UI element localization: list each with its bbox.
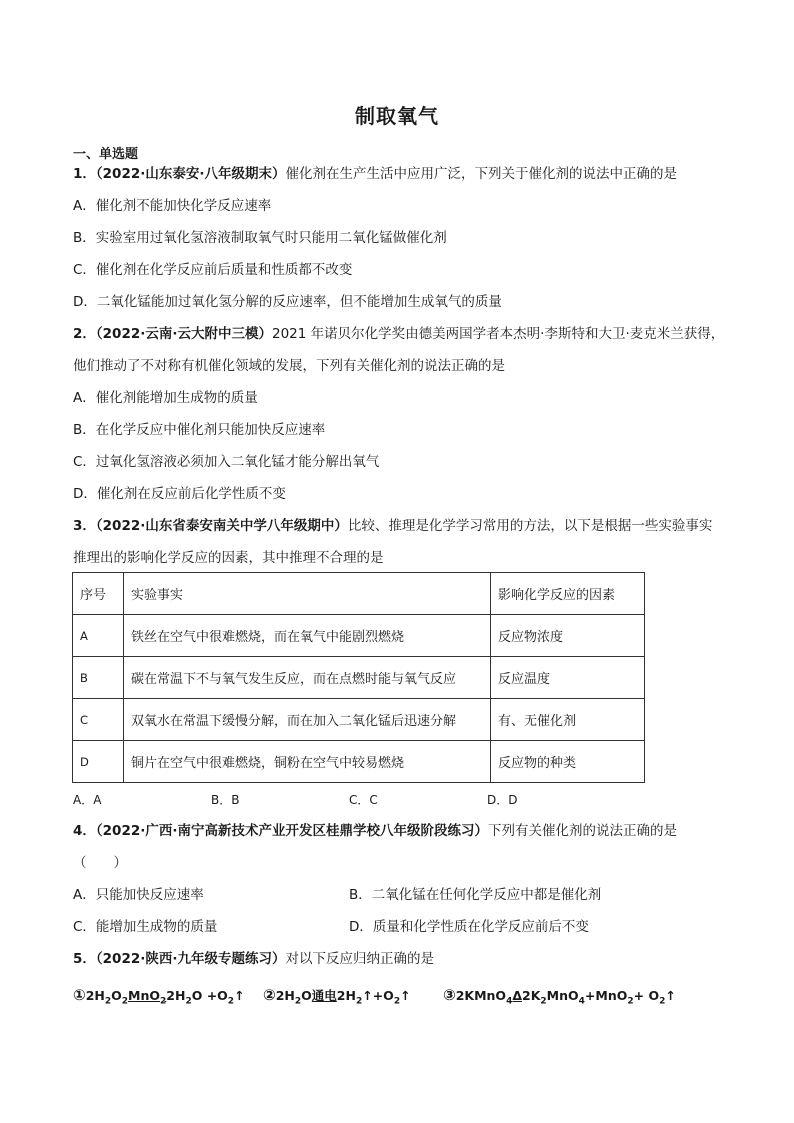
table-cell: D xyxy=(73,741,124,783)
question-2-option-c[interactable]: C．过氧化氢溶液必须加入二氧化锰才能分解出氧气 xyxy=(73,454,380,470)
equation-1: $①2H_2O_2MnO_22H_2O$ $+O_2↑$ xyxy=(73,986,245,1007)
question-source: （2022·广西·南宁高新技术产业开发区桂鼎学校八年级阶段练习） xyxy=(95,823,488,839)
question-4-stem: 4．（2022·广西·南宁高新技术产业开发区桂鼎学校八年级阶段练习）下列有关催化剂的说法正确的是 xyxy=(73,823,677,839)
question-1-option-b[interactable]: B．实验室用过氧化氢溶液制取氧气时只能用二氧化锰做催化剂 xyxy=(73,230,447,246)
question-2-option-a[interactable]: A．催化剂能增加生成物的质量 xyxy=(73,390,258,406)
question-3-stem-cont: 推理出的影响化学反应的因素，其中推理不合理的是 xyxy=(73,550,384,566)
table-cell: 反应物的种类 xyxy=(491,741,645,783)
question-4-option-d[interactable]: D．质量和化学性质在化学反应前后不变 xyxy=(349,919,589,935)
question-2-option-d[interactable]: D．催化剂在反应前后化学性质不变 xyxy=(73,486,286,502)
question-source: （2022·云南·云大附中三模） xyxy=(95,326,272,342)
table-cell: C xyxy=(73,699,124,741)
page-title: 制取氧气 xyxy=(355,104,439,128)
table-cell: 反应温度 xyxy=(491,657,645,699)
table-cell: B xyxy=(73,657,124,699)
table-header-cell: 实验事实 xyxy=(124,573,491,615)
question-2-option-b[interactable]: B．在化学反应中催化剂只能加快反应速率 xyxy=(73,422,326,438)
table-row xyxy=(73,741,645,783)
reaction-condition: Δ xyxy=(512,988,523,1003)
table-row xyxy=(73,699,645,741)
equation-2: $②2H_2O$通电$2H_2↑+O_2↑$ xyxy=(263,986,411,1007)
table-header-cell: 影响化学反应的因素 xyxy=(491,573,645,615)
question-3-stem: 3．（2022·山东省泰安南关中学八年级期中）比较、推理是化学学习常用的方法，以下是根据一些实验事实 xyxy=(73,518,713,534)
reaction-condition: MnO$_2$ xyxy=(128,988,167,1007)
question-3-option-c[interactable]: C．C xyxy=(349,793,378,807)
table-header-row xyxy=(73,573,645,615)
question-1-option-c[interactable]: C．催化剂在化学反应前后质量和性质都不改变 xyxy=(73,262,353,278)
equation-3: $③2KMnO_4\Delta 2K_2MnO_4+MnO_2+$ $O_2↑$ xyxy=(443,986,676,1007)
table-cell: A xyxy=(73,615,124,657)
table-header-cell: 序号 xyxy=(73,573,124,615)
question-3-option-d[interactable]: D．D xyxy=(487,793,518,807)
experiment-table xyxy=(72,572,645,783)
question-3-option-b[interactable]: B．B xyxy=(211,793,240,807)
question-1-stem: 1．（2022·山东泰安·八年级期末）催化剂在生产生活中应用广泛，下列关于催化剂的说法中正确的是 xyxy=(73,166,677,182)
question-1-option-a[interactable]: A．催化剂不能加快化学反应速率 xyxy=(73,198,272,214)
question-3-option-a[interactable]: A．A xyxy=(73,793,102,807)
question-source: （2022·山东省泰安南关中学八年级期中） xyxy=(95,518,348,534)
table-cell: 铁丝在空气中很难燃烧，而在氧气中能剧烈燃烧 xyxy=(124,615,491,657)
table-cell: 碳在常温下不与氧气发生反应，而在点燃时能与氧气反应 xyxy=(124,657,491,699)
reaction-condition: 通电 xyxy=(311,988,337,1003)
table-row xyxy=(73,657,645,699)
table-cell: 双氧水在常温下缓慢分解，而在加入二氧化锰后迅速分解 xyxy=(124,699,491,741)
question-2-stem-cont: 他们推动了不对称有机催化领域的发展，下列有关催化剂的说法正确的是 xyxy=(73,358,505,374)
question-5-stem: 5．（2022·陕西·九年级专题练习）对以下反应归纳正确的是 xyxy=(73,951,434,967)
table-cell: 有、无催化剂 xyxy=(491,699,645,741)
question-4-option-b[interactable]: B．二氧化锰在任何化学反应中都是催化剂 xyxy=(349,887,602,903)
table-cell: 反应物浓度 xyxy=(491,615,645,657)
table-row xyxy=(73,615,645,657)
question-4-option-c[interactable]: C．能增加生成物的质量 xyxy=(73,919,218,935)
table-cell: 铜片在空气中很难燃烧，铜粉在空气中较易燃烧 xyxy=(124,741,491,783)
section-heading: 一、单选题 xyxy=(73,147,139,162)
question-source: （2022·陕西·九年级专题练习） xyxy=(95,951,286,967)
question-4-option-a[interactable]: A．只能加快反应速率 xyxy=(73,887,204,903)
question-source: （2022·山东泰安·八年级期末） xyxy=(95,166,286,182)
question-2-stem: 2．（2022·云南·云大附中三模）2021 年诺贝尔化学奖由德美两国学者本杰明·李斯特和大卫·麦克米兰获得， xyxy=(73,326,725,342)
question-1-option-d[interactable]: D．二氧化锰能加过氧化氢分解的反应速率，但不能增加生成氧气的质量 xyxy=(73,294,502,310)
answer-blank: （ ） xyxy=(73,855,127,871)
